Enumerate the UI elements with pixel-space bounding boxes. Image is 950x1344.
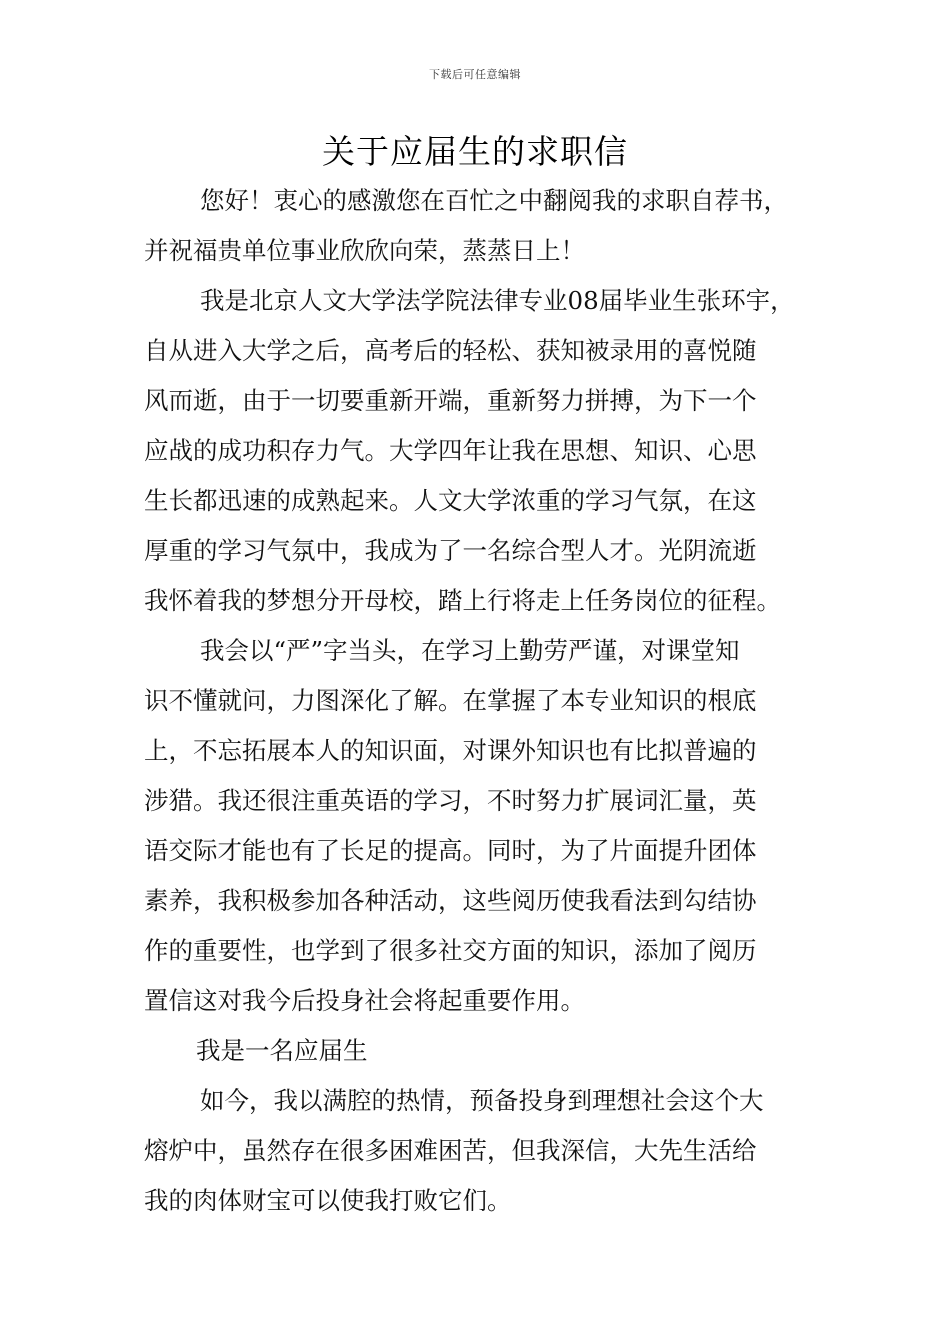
text-line: 涉猎。我还很注重英语的学习，不时努力扩展词汇量，英 [144,786,757,815]
text-line: 我是一名应届生 [196,1036,368,1065]
text-line: 如今，我以满腔的热情，预备投身到理想社会这个大 [200,1086,764,1115]
text-line: 您好！衷心的感激您在百忙之中翻阅我的求职自荐书， [200,186,788,215]
text-line: 识不懂就问，力图深化了解。在掌握了本专业知识的根底 [144,686,757,715]
text-line: 并祝福贵单位事业欣欣向荣，蒸蒸日上！ [144,236,585,265]
text-line: 生长都迅速的成熟起来。人文大学浓重的学习气氛，在这 [144,486,757,515]
text-line: 应战的成功积存力气。大学四年让我在思想、知识、心思 [144,436,757,465]
text-line: 上，不忘拓展本人的知识面，对课外知识也有比拟普遍的 [144,736,757,765]
text-line: 我的肉体财宝可以使我打败它们。 [144,1186,512,1215]
letter-body [144,176,844,1226]
text-line: 素养，我积极参加各种活动，这些阅历使我看法到勾结协 [144,886,757,915]
text-line: 厚重的学习气氛中，我成为了一名综合型人才。光阴流逝 [144,536,757,565]
header-note: 下载后可任意编辑 [429,68,521,81]
text-line: 语交际才能也有了长足的提高。同时，为了片面提升团体 [144,836,757,865]
text-line: 风而逝，由于一切要重新开端，重新努力拼搏，为下一个 [144,386,757,415]
text-line: 作的重要性，也学到了很多社交方面的知识，添加了阅历 [144,936,757,965]
text-line: 我会以“严”字当头，在学习上勤劳严谨，对课堂知 [200,636,740,665]
text-line: 置信这对我今后投身社会将起重要作用。 [144,986,585,1015]
text-line: 我是北京人文大学法学院法律专业08届毕业生张环宇， [200,286,795,315]
text-line: 我怀着我的梦想分开母校，踏上行将走上任务岗位的征程。 [144,586,781,615]
document-title: 关于应届生的求职信 [322,132,628,171]
text-line: 自从进入大学之后，高考后的轻松、获知被录用的喜悦随 [144,336,757,365]
text-line: 熔炉中，虽然存在很多困难困苦，但我深信，大先生活给 [144,1136,757,1165]
